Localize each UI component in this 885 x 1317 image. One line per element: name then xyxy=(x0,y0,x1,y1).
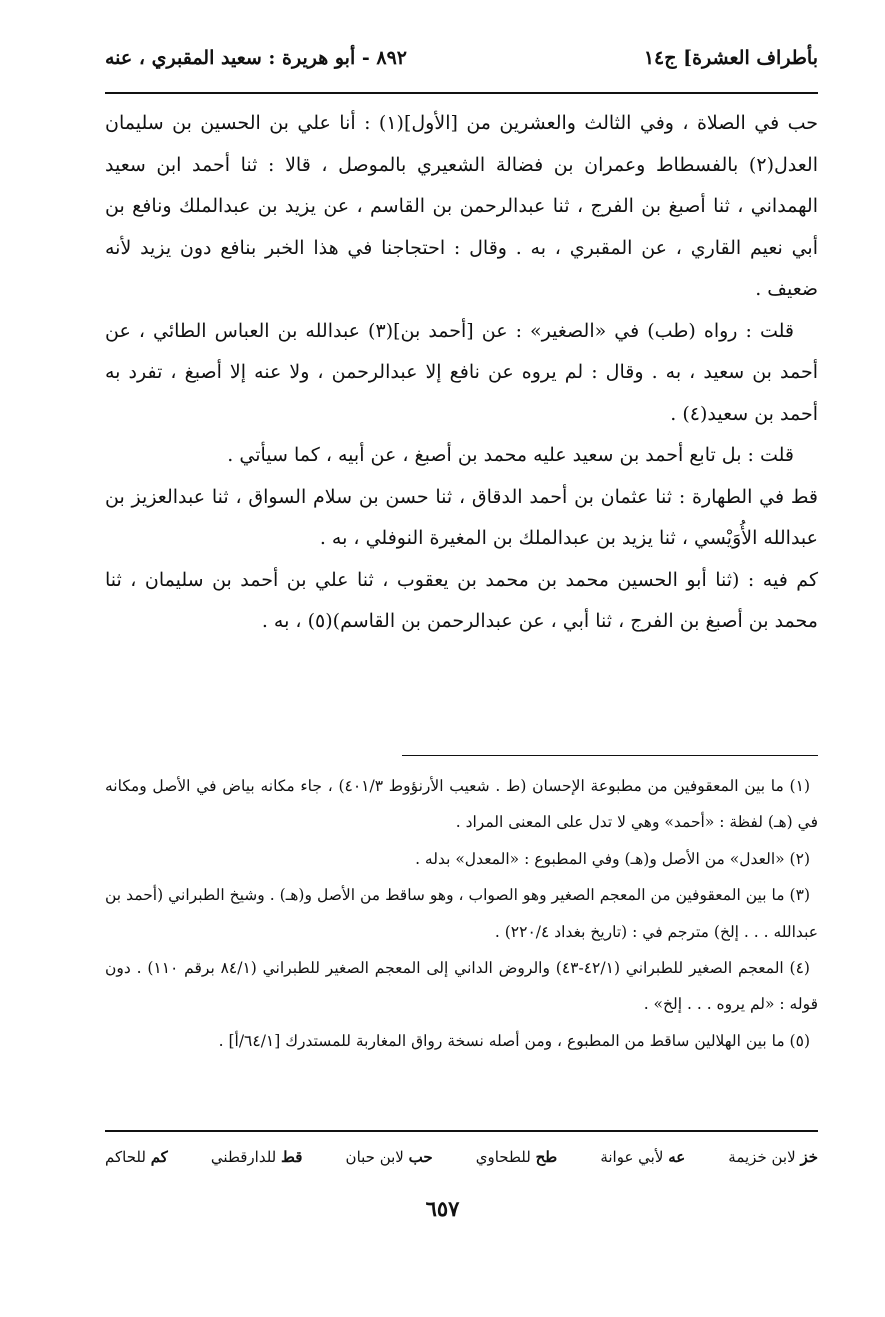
abbreviation-name: لابن خزيمة xyxy=(728,1148,796,1166)
abbreviation-name: للحاكم xyxy=(105,1148,146,1166)
abbreviation-item xyxy=(105,1148,168,1166)
abbreviation-name: للدارقطني xyxy=(210,1148,277,1166)
abbreviation-name: لأبي عوانة xyxy=(600,1148,664,1166)
header-divider xyxy=(105,92,818,94)
abbreviation-item xyxy=(476,1148,557,1166)
abbreviation-name: لابن حبان xyxy=(345,1148,404,1166)
page-number: ٦٥٧ xyxy=(425,1196,460,1221)
body-paragraph-4: قط في الطهارة : ثنا عثمان بن أحمد الدقاق ، ثنا حسن بن سلام السواق ، ثنا عبدالعزيز بن عبدالله الأُوَيْسي ، ثنا يزيد بن عبدالملك بن المغيرة النوفلي ، به . xyxy=(105,485,818,549)
abbreviation-item xyxy=(600,1148,685,1166)
footnote-5: (٥) ما بين الهلالين ساقط من المطبوع ، ومن أصله نسخة رواق المغاربة للمستدرك [٦٤/١/أ] . xyxy=(218,1031,810,1050)
footnote-2: (٢) «العدل» من الأصل و(هـ) وفي المطبوع : «المعدل» بدله . xyxy=(415,849,810,868)
main-text xyxy=(105,103,818,643)
body-paragraph-2: قلت : رواه (طب) في «الصغير» : عن [أحمد بن](٣) عبدالله بن العباس الطائي ، عن أحمد بن سعيد ، به . وقال : لم يروه عن نافع إلا عبدالرحمن ، ولا عنه إلا أصبغ ، تفرد به أحمد بن سعيد(٤) . xyxy=(105,319,818,425)
footnote-4: (٤) المعجم الصغير للطبراني (٤٢/١-٤٣) والروض الداني إلى المعجم الصغير للطبراني (٨٤/١ برقم ١١٠) . دون قوله : «لم يروه . . . إلخ» . xyxy=(105,959,818,1014)
abbreviation-code: طح xyxy=(535,1148,558,1166)
abbreviation-code: خز xyxy=(800,1148,818,1166)
body-paragraph-5: كم فيه : (ثنا أبو الحسين محمد بن محمد بن يعقوب ، ثنا علي بن أحمد بن سليمان ، ثنا محمد بن أصبغ بن الفرج ، ثنا أبي ، عن عبدالرحمن بن القاسم)(٥) ، به . xyxy=(105,568,818,632)
footnotes xyxy=(105,768,818,1059)
header-book-title: بأطراف العشرة] ج١٤ xyxy=(643,47,818,69)
body-paragraph-1: حب في الصلاة ، وفي الثالث والعشرين من [الأول](١) : أنا علي بن الحسين بن سليمان العدل(٢) بالفسطاط وعمران بن فضالة الشعيري بالموصل ، قالا : ثنا أحمد ابن سعيد الهمداني ، ثنا أصبغ بن الفرج ، ثنا عبدالرحمن بن القاسم ، عن يزيد بن عبدالملك ونافع بن أبي نعيم القاري ، عن المقبري ، به . وقال : احتجاجنا في هذا الخبر بنافع دون يزيد لأنه ضعيف . xyxy=(105,112,818,300)
body-paragraph-3: قلت : بل تابع أحمد بن سعيد عليه محمد بن أصبغ ، عن أبيه ، كما سيأتي . xyxy=(227,444,794,466)
abbreviation-code: حب xyxy=(408,1148,433,1166)
footnote-3: (٣) ما بين المعقوفين من المعجم الصغير وهو الصواب ، وهو ساقط من الأصل و(هـ) . وشيخ الطبراني (أحمد بن عبدالله . . . إلخ) مترجم في : (تاريخ بغداد ٢٢٠/٤) . xyxy=(105,886,818,941)
abbreviation-item xyxy=(346,1148,433,1166)
footnote-divider xyxy=(402,755,818,756)
abbreviation-code: عه xyxy=(668,1148,686,1166)
footnote-1: (١) ما بين المعقوفين من مطبوعة الإحسان (ط . شعيب الأرنؤوط ٤٠١/٣) ، جاء مكانه بياض في الأصل ومكانه في (هـ) لفظة : «أحمد» وهي لا تدل على المعنى المراد . xyxy=(105,777,818,832)
abbreviation-code: قط xyxy=(281,1148,303,1166)
abbreviations-key xyxy=(105,1140,818,1174)
running-header xyxy=(105,40,818,76)
abbreviations-divider xyxy=(105,1130,818,1132)
header-chapter-title: ٨٩٢ - أبو هريرة : سعيد المقبري ، عنه xyxy=(105,47,407,69)
abbreviation-item xyxy=(728,1148,818,1166)
abbreviation-code: كم xyxy=(150,1148,168,1166)
abbreviation-item xyxy=(211,1148,303,1166)
abbreviation-name: للطحاوي xyxy=(475,1148,531,1166)
